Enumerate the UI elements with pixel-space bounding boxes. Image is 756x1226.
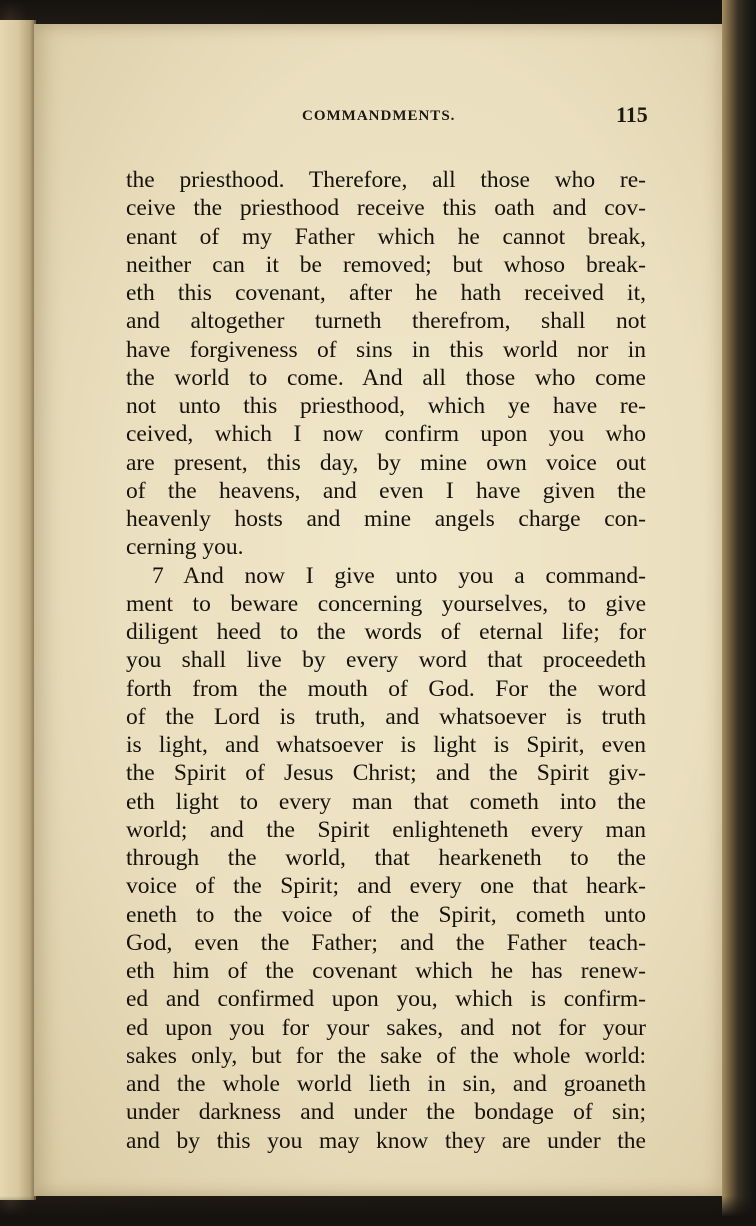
paragraph-start-line: 7 And now I give unto you a command- — [152, 562, 646, 589]
text-line: you shall live by every word that proceedeth — [126, 647, 646, 674]
text-line: diligent heed to the words of eternal life; for — [126, 619, 646, 645]
text-line: enant of my Father which he cannot break, — [126, 223, 646, 250]
text-line: eth light to every man that cometh into the — [126, 788, 646, 815]
text-line: eth him of the covenant which he has renew- — [126, 958, 646, 984]
text-line: voice of the Spirit; and every one that heark- — [126, 873, 646, 900]
text-line: neither can it be removed; but whoso break- — [126, 251, 646, 278]
text-line: the world to come. And all those who come — [126, 364, 646, 391]
text-line: eth this covenant, after he hath received it, — [126, 280, 646, 306]
running-head — [34, 102, 724, 136]
page-number: 115 — [616, 102, 648, 127]
text-line: not unto this priesthood, which ye have re- — [126, 393, 646, 419]
text-line: God, even the Father; and the Father teach- — [126, 929, 646, 956]
text-line: ed upon you for your sakes, and not for your — [126, 1014, 646, 1041]
text-line: under darkness and under the bondage of sin; — [126, 1099, 646, 1126]
running-title: COMMANDMENTS. — [302, 108, 456, 124]
text-line: the Spirit of Jesus Christ; and the Spirit giv- — [126, 760, 646, 787]
text-line: is light, and whatsoever is light is Spirit, even — [126, 732, 646, 758]
text-line: are present, this day, by mine own voice out — [126, 449, 646, 476]
top-shadow — [0, 0, 756, 26]
text-line: of the Lord is truth, and whatsoever is truth — [126, 703, 646, 730]
text-line: ed and confirmed upon you, which is confirm- — [126, 986, 646, 1013]
text-line: heavenly hosts and mine angels charge con- — [126, 506, 646, 532]
book-fore-edge — [722, 0, 756, 1226]
text-line: eneth to the voice of the Spirit, cometh unto — [126, 901, 646, 928]
text-line: ceived, which I now confirm upon you who — [126, 421, 646, 448]
text-line: ment to beware concerning yourselves, to give — [126, 590, 646, 617]
book-page — [34, 24, 724, 1196]
bottom-shadow — [0, 1196, 756, 1226]
text-line: sakes only, but for the sake of the whole world: — [126, 1042, 646, 1069]
text-line: and by this you may know they are under the — [126, 1127, 646, 1154]
text-line: of the heavens, and even I have given the — [126, 477, 646, 504]
text-line: the priesthood. Therefore, all those who re- — [126, 167, 646, 193]
text-line: and altogether turneth therefrom, shall not — [126, 308, 646, 335]
text-line: forth from the mouth of God. For the word — [126, 675, 646, 702]
text-line: cerning you. — [126, 534, 244, 561]
text-line: and the whole world lieth in sin, and groaneth — [126, 1071, 646, 1097]
text-line: world; and the Spirit enlighteneth every man — [126, 816, 646, 843]
text-line: through the world, that hearkeneth to the — [126, 845, 646, 871]
text-line: have forgiveness of sins in this world nor in — [126, 336, 646, 363]
body-text — [126, 166, 646, 1155]
facing-page-edge — [0, 20, 36, 1200]
text-line: ceive the priesthood receive this oath and cov- — [126, 195, 646, 222]
